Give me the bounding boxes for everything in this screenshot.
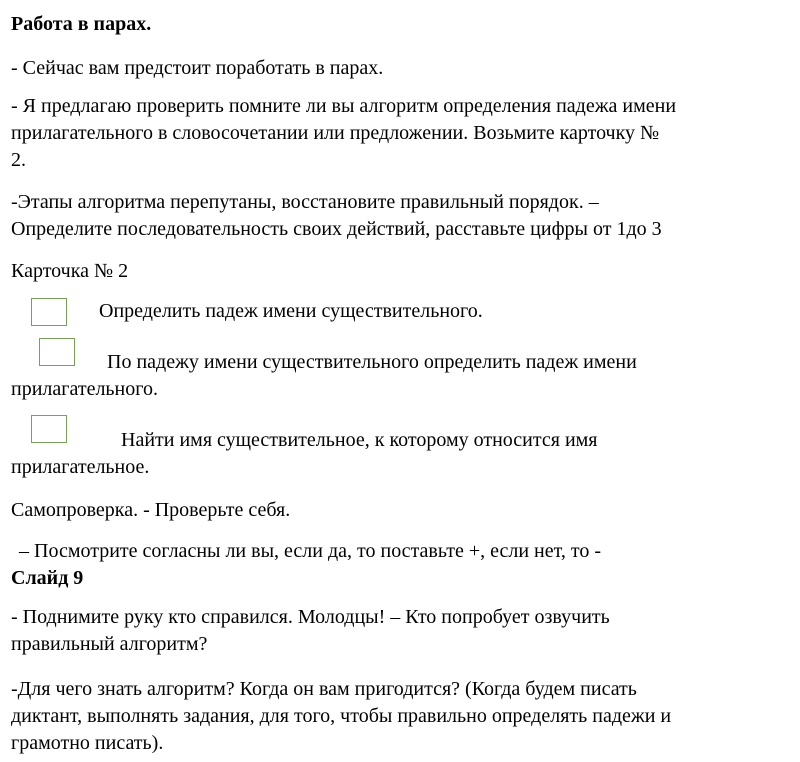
card-title: Карточка № 2 xyxy=(11,260,129,282)
step-2-text-continued: прилагательного. xyxy=(11,378,158,400)
paragraph-intro: - Сейчас вам предстоит поработать в парах. xyxy=(11,57,384,79)
order-number-box-2[interactable] xyxy=(39,338,75,366)
paragraph-task-line: - Я предлагаю проверить помните ли вы алгоритм определения падежа имени xyxy=(11,95,677,117)
paragraph-task-line: 2. xyxy=(11,149,26,171)
paragraph-why-line: грамотно писать). xyxy=(11,732,164,754)
heading: Работа в парах. xyxy=(11,13,152,35)
paragraph-steps-line: -Этапы алгоритма перепутаны, восстановите правильный порядок. – xyxy=(11,191,599,213)
paragraph-why-line: диктант, выполнять задания, для того, чтобы правильно определять падежи и xyxy=(11,705,672,727)
paragraph-steps-mixed xyxy=(11,189,791,243)
self-check: Самопроверка. - Проверьте себя. xyxy=(11,499,291,521)
paragraph-raise-hand xyxy=(11,604,791,658)
paragraph-raise-hand-line: - Поднимите руку кто справился. Молодцы! – Кто попробует озвучить xyxy=(11,606,610,628)
step-3-text-continued: прилагательное. xyxy=(11,456,150,478)
paragraph-why-algorithm xyxy=(11,676,791,757)
paragraph-why-line: -Для чего знать алгоритм? Когда он вам пригодится? (Когда будем писать xyxy=(11,678,637,700)
paragraph-steps-line: Определите последовательность своих действий, расставьте цифры от 1до 3 xyxy=(11,218,662,240)
step-3-text: Найти имя существительное, к которому относится имя xyxy=(121,429,598,451)
instruction: – Посмотрите согласны ли вы, если да, то поставьте +, если нет, то - xyxy=(19,540,602,562)
slide-label: Слайд 9 xyxy=(11,567,84,589)
order-number-box-1[interactable] xyxy=(31,298,67,326)
paragraph-raise-hand-line: правильный алгоритм? xyxy=(11,633,208,655)
paragraph-task-line: прилагательного в словосочетании или предложении. Возьмите карточку № xyxy=(11,122,660,144)
step-1-text: Определить падеж имени существительного. xyxy=(99,300,483,322)
paragraph-task xyxy=(11,93,791,174)
order-number-box-3[interactable] xyxy=(31,415,67,443)
step-2-text: По падежу имени существительного определить падеж имени xyxy=(107,351,637,373)
